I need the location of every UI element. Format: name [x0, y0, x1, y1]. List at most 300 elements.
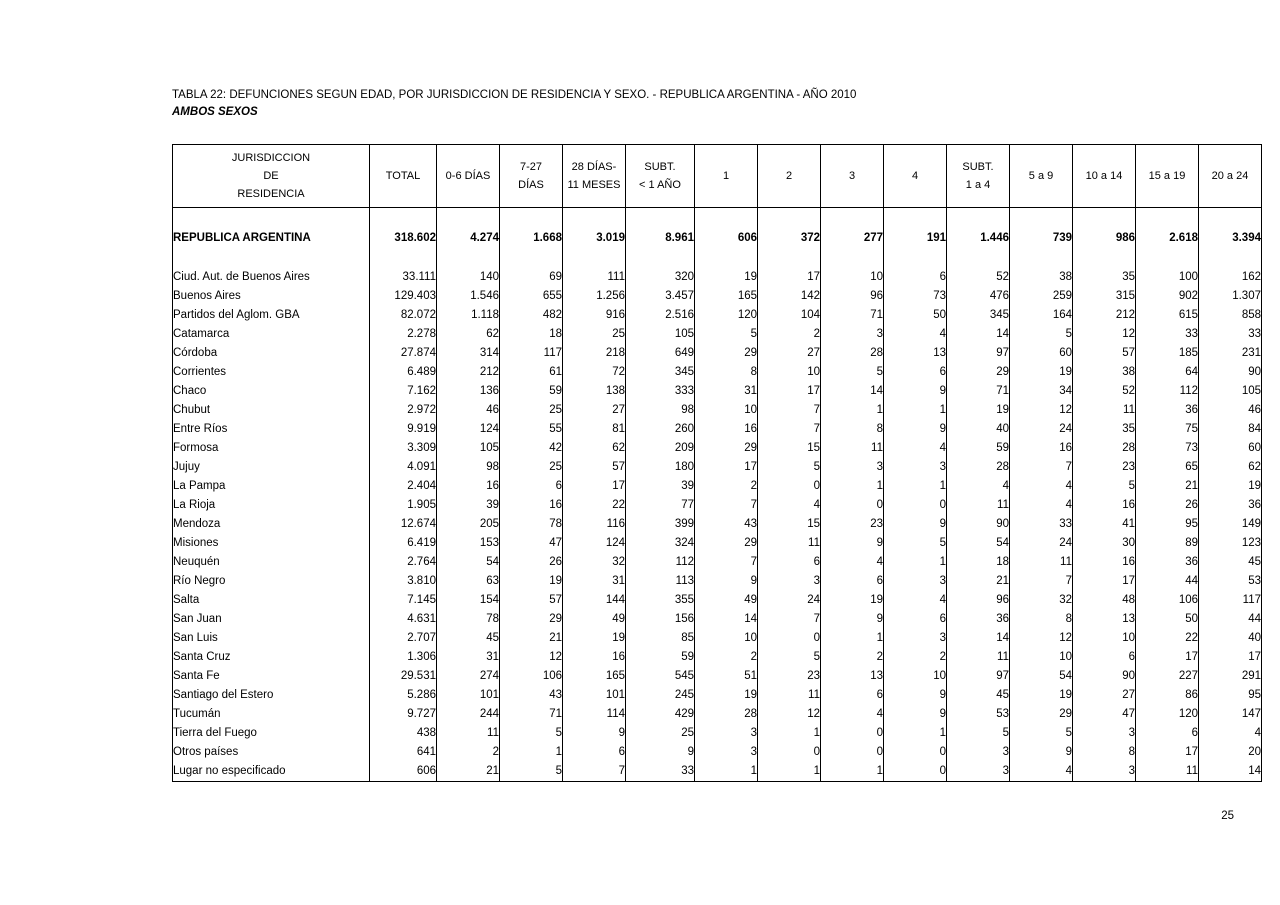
row-value-1: 4.274	[437, 227, 500, 249]
row-value-4: 8.961	[626, 227, 695, 249]
row-value-3: 57	[563, 458, 626, 477]
row-value-10: 7	[1010, 458, 1073, 477]
row-value-4: 245	[626, 686, 695, 705]
row-value-0: 33.111	[370, 268, 437, 287]
table-row	[173, 686, 1262, 705]
row-value-1: 124	[437, 420, 500, 439]
row-value-8: 50	[884, 306, 947, 325]
row-value-1: 45	[437, 629, 500, 648]
h28-line-1: 28 DÍAS-	[571, 161, 617, 173]
row-value-9: 3	[947, 762, 1010, 782]
row-value-5: 31	[695, 382, 758, 401]
row-value-10: 259	[1010, 287, 1073, 306]
spacer-cell	[1199, 249, 1262, 268]
row-value-0: 1.905	[370, 496, 437, 515]
row-value-2: 5	[500, 724, 563, 743]
row-value-1: 153	[437, 534, 500, 553]
column-header-age-2: 2	[758, 145, 821, 208]
row-value-9: 28	[947, 458, 1010, 477]
spacer-cell	[1073, 208, 1136, 228]
row-label: Tierra del Fuego	[173, 724, 370, 743]
spacer-cell	[370, 208, 437, 228]
spacer-cell	[1010, 249, 1073, 268]
row-value-3: 101	[563, 686, 626, 705]
row-value-0: 29.531	[370, 667, 437, 686]
row-value-3: 3.019	[563, 227, 626, 249]
row-value-13: 858	[1199, 306, 1262, 325]
spacer-cell	[821, 249, 884, 268]
row-value-3: 32	[563, 553, 626, 572]
row-label: Catamarca	[173, 325, 370, 344]
row-value-0: 9.727	[370, 705, 437, 724]
row-value-9: 59	[947, 439, 1010, 458]
row-value-0: 7.145	[370, 591, 437, 610]
row-value-3: 19	[563, 629, 626, 648]
table-row	[173, 268, 1262, 287]
row-value-0: 129.403	[370, 287, 437, 306]
row-value-10: 8	[1010, 610, 1073, 629]
row-value-8: 1	[884, 477, 947, 496]
row-value-13: 19	[1199, 477, 1262, 496]
row-value-11: 3	[1073, 724, 1136, 743]
table-row	[173, 610, 1262, 629]
row-value-11: 41	[1073, 515, 1136, 534]
row-value-5: 2	[695, 477, 758, 496]
row-value-10: 29	[1010, 705, 1073, 724]
row-value-1: 78	[437, 610, 500, 629]
row-value-10: 5	[1010, 325, 1073, 344]
row-value-7: 0	[821, 724, 884, 743]
row-value-5: 165	[695, 287, 758, 306]
row-label: Otros países	[173, 743, 370, 762]
column-header-5-to-9: 5 a 9	[1010, 145, 1073, 208]
row-value-9: 476	[947, 287, 1010, 306]
row-value-0: 1.306	[370, 648, 437, 667]
row-value-10: 24	[1010, 534, 1073, 553]
row-value-11: 5	[1073, 477, 1136, 496]
row-value-3: 25	[563, 325, 626, 344]
spacer-cell	[758, 208, 821, 228]
row-value-0: 7.162	[370, 382, 437, 401]
row-value-8: 2	[884, 648, 947, 667]
row-value-8: 6	[884, 268, 947, 287]
column-header-jurisdiction	[173, 145, 370, 208]
row-value-12: 95	[1136, 515, 1199, 534]
spacer-cell	[1010, 208, 1073, 228]
row-value-10: 4	[1010, 496, 1073, 515]
row-value-3: 16	[563, 648, 626, 667]
row-value-7: 11	[821, 439, 884, 458]
row-value-9: 345	[947, 306, 1010, 325]
row-value-2: 43	[500, 686, 563, 705]
row-value-10: 11	[1010, 553, 1073, 572]
row-value-13: 117	[1199, 591, 1262, 610]
row-value-9: 14	[947, 629, 1010, 648]
table-row	[173, 382, 1262, 401]
row-value-5: 43	[695, 515, 758, 534]
row-label: Entre Ríos	[173, 420, 370, 439]
row-value-6: 11	[758, 534, 821, 553]
h7-27-line-1: 7-27	[519, 161, 543, 173]
row-value-5: 29	[695, 439, 758, 458]
row-value-1: 39	[437, 496, 500, 515]
row-value-11: 986	[1073, 227, 1136, 249]
row-value-13: 17	[1199, 648, 1262, 667]
table-row	[173, 477, 1262, 496]
row-value-13: 1.307	[1199, 287, 1262, 306]
row-value-5: 49	[695, 591, 758, 610]
title-block	[172, 88, 1242, 120]
row-value-6: 23	[758, 667, 821, 686]
row-value-12: 36	[1136, 553, 1199, 572]
row-value-8: 9	[884, 686, 947, 705]
row-value-1: 46	[437, 401, 500, 420]
row-value-5: 28	[695, 705, 758, 724]
row-value-11: 6	[1073, 648, 1136, 667]
row-value-6: 10	[758, 363, 821, 382]
row-value-11: 16	[1073, 553, 1136, 572]
column-header-28days-11months	[563, 145, 626, 208]
row-label: La Pampa	[173, 477, 370, 496]
row-value-13: 147	[1199, 705, 1262, 724]
row-value-2: 12	[500, 648, 563, 667]
spacer-cell	[884, 249, 947, 268]
table-row	[173, 325, 1262, 344]
row-value-7: 6	[821, 686, 884, 705]
row-value-0: 5.286	[370, 686, 437, 705]
row-value-10: 24	[1010, 420, 1073, 439]
row-value-7: 8	[821, 420, 884, 439]
row-value-13: 90	[1199, 363, 1262, 382]
table-row	[173, 534, 1262, 553]
row-value-11: 3	[1073, 762, 1136, 782]
row-value-0: 4.091	[370, 458, 437, 477]
row-value-4: 324	[626, 534, 695, 553]
row-value-7: 9	[821, 610, 884, 629]
row-value-13: 149	[1199, 515, 1262, 534]
row-value-9: 4	[947, 477, 1010, 496]
row-value-12: 106	[1136, 591, 1199, 610]
row-value-6: 15	[758, 515, 821, 534]
row-value-6: 24	[758, 591, 821, 610]
row-value-3: 165	[563, 667, 626, 686]
table-row	[173, 762, 1262, 782]
row-value-8: 0	[884, 762, 947, 782]
row-value-9: 19	[947, 401, 1010, 420]
row-value-12: 33	[1136, 325, 1199, 344]
row-value-7: 28	[821, 344, 884, 363]
row-value-2: 1.668	[500, 227, 563, 249]
row-label: Salta	[173, 591, 370, 610]
row-value-5: 16	[695, 420, 758, 439]
column-header-0-6-days: 0-6 DÍAS	[437, 145, 500, 208]
row-label: Corrientes	[173, 363, 370, 382]
row-value-7: 6	[821, 572, 884, 591]
row-value-7: 5	[821, 363, 884, 382]
row-value-11: 47	[1073, 705, 1136, 724]
row-value-8: 0	[884, 743, 947, 762]
row-label: Mendoza	[173, 515, 370, 534]
spacer-cell	[563, 249, 626, 268]
row-value-8: 3	[884, 629, 947, 648]
row-value-0: 318.602	[370, 227, 437, 249]
row-value-1: 62	[437, 325, 500, 344]
row-value-3: 49	[563, 610, 626, 629]
row-value-8: 4	[884, 325, 947, 344]
table-row	[173, 439, 1262, 458]
row-value-9: 96	[947, 591, 1010, 610]
row-value-13: 44	[1199, 610, 1262, 629]
row-value-1: 136	[437, 382, 500, 401]
row-value-1: 1.546	[437, 287, 500, 306]
row-value-6: 6	[758, 553, 821, 572]
row-value-0: 82.072	[370, 306, 437, 325]
row-value-7: 1	[821, 629, 884, 648]
row-value-5: 29	[695, 344, 758, 363]
row-value-2: 26	[500, 553, 563, 572]
row-value-11: 315	[1073, 287, 1136, 306]
row-value-4: 180	[626, 458, 695, 477]
row-label: Tucumán	[173, 705, 370, 724]
spacer-cell	[695, 208, 758, 228]
row-value-2: 106	[500, 667, 563, 686]
row-value-7: 10	[821, 268, 884, 287]
row-value-12: 44	[1136, 572, 1199, 591]
row-value-4: 320	[626, 268, 695, 287]
row-value-11: 8	[1073, 743, 1136, 762]
row-label: Neuquén	[173, 553, 370, 572]
row-value-12: 26	[1136, 496, 1199, 515]
row-value-13: 46	[1199, 401, 1262, 420]
row-value-0: 12.674	[370, 515, 437, 534]
row-value-3: 138	[563, 382, 626, 401]
row-value-7: 4	[821, 705, 884, 724]
row-label: Partidos del Aglom. GBA	[173, 306, 370, 325]
row-value-11: 27	[1073, 686, 1136, 705]
spacer-cell	[500, 249, 563, 268]
row-value-9: 3	[947, 743, 1010, 762]
row-value-6: 0	[758, 477, 821, 496]
row-value-5: 19	[695, 268, 758, 287]
page-subtitle: AMBOS SEXOS	[172, 106, 258, 118]
row-value-6: 5	[758, 648, 821, 667]
row-value-7: 71	[821, 306, 884, 325]
spacer-cell	[173, 249, 370, 268]
row-value-13: 53	[1199, 572, 1262, 591]
row-value-7: 1	[821, 401, 884, 420]
row-value-5: 3	[695, 743, 758, 762]
row-value-9: 21	[947, 572, 1010, 591]
row-value-9: 40	[947, 420, 1010, 439]
spacer-cell	[821, 208, 884, 228]
row-value-5: 51	[695, 667, 758, 686]
table-row	[173, 306, 1262, 325]
row-value-5: 8	[695, 363, 758, 382]
jurisdiction-line-2: DE	[263, 170, 279, 182]
row-value-4: 9	[626, 743, 695, 762]
row-value-2: 78	[500, 515, 563, 534]
row-value-7: 13	[821, 667, 884, 686]
row-value-4: 156	[626, 610, 695, 629]
row-value-1: 212	[437, 363, 500, 382]
row-value-12: 73	[1136, 439, 1199, 458]
row-value-2: 5	[500, 762, 563, 782]
row-value-10: 34	[1010, 382, 1073, 401]
row-value-0: 2.764	[370, 553, 437, 572]
row-value-8: 0	[884, 496, 947, 515]
row-value-8: 191	[884, 227, 947, 249]
row-value-12: 120	[1136, 705, 1199, 724]
row-value-1: 31	[437, 648, 500, 667]
table-row	[173, 572, 1262, 591]
row-value-9: 36	[947, 610, 1010, 629]
row-value-12: 227	[1136, 667, 1199, 686]
row-value-2: 47	[500, 534, 563, 553]
row-value-11: 38	[1073, 363, 1136, 382]
row-value-9: 11	[947, 496, 1010, 515]
row-value-4: 59	[626, 648, 695, 667]
subt14-line-2: 1 a 4	[965, 179, 991, 191]
h28-line-2: 11 MESES	[567, 179, 621, 191]
row-value-6: 4	[758, 496, 821, 515]
row-value-4: 429	[626, 705, 695, 724]
row-value-1: 21	[437, 762, 500, 782]
row-value-11: 16	[1073, 496, 1136, 515]
row-value-12: 21	[1136, 477, 1199, 496]
row-label: Santa Cruz	[173, 648, 370, 667]
row-value-4: 345	[626, 363, 695, 382]
row-value-13: 291	[1199, 667, 1262, 686]
row-value-1: 244	[437, 705, 500, 724]
row-value-8: 6	[884, 610, 947, 629]
row-value-1: 63	[437, 572, 500, 591]
row-value-8: 1	[884, 401, 947, 420]
row-value-7: 4	[821, 553, 884, 572]
row-value-12: 6	[1136, 724, 1199, 743]
row-value-0: 6.419	[370, 534, 437, 553]
row-value-9: 54	[947, 534, 1010, 553]
row-value-10: 5	[1010, 724, 1073, 743]
row-value-0: 4.631	[370, 610, 437, 629]
row-value-7: 3	[821, 325, 884, 344]
row-value-13: 162	[1199, 268, 1262, 287]
table-body	[173, 208, 1262, 782]
row-value-9: 53	[947, 705, 1010, 724]
row-value-2: 6	[500, 477, 563, 496]
row-value-7: 3	[821, 458, 884, 477]
row-label: Lugar no especificado	[173, 762, 370, 782]
deaths-by-age-table	[172, 144, 1262, 782]
row-value-3: 27	[563, 401, 626, 420]
row-value-11: 57	[1073, 344, 1136, 363]
row-label: La Rioja	[173, 496, 370, 515]
row-label: REPUBLICA ARGENTINA	[173, 227, 370, 249]
row-value-6: 3	[758, 572, 821, 591]
subt-line-2: < 1 AÑO	[639, 179, 681, 191]
row-value-3: 6	[563, 743, 626, 762]
row-value-4: 85	[626, 629, 695, 648]
row-value-0: 2.972	[370, 401, 437, 420]
spacer-cell	[758, 249, 821, 268]
row-value-2: 71	[500, 705, 563, 724]
row-label: Río Negro	[173, 572, 370, 591]
subt-line-1: SUBT.	[644, 161, 676, 173]
table-row	[173, 724, 1262, 743]
row-value-10: 739	[1010, 227, 1073, 249]
row-value-6: 1	[758, 724, 821, 743]
row-value-5: 120	[695, 306, 758, 325]
row-value-12: 86	[1136, 686, 1199, 705]
row-value-2: 19	[500, 572, 563, 591]
row-value-10: 7	[1010, 572, 1073, 591]
table-row	[173, 287, 1262, 306]
row-value-4: 39	[626, 477, 695, 496]
row-value-3: 17	[563, 477, 626, 496]
row-value-5: 5	[695, 325, 758, 344]
row-value-3: 9	[563, 724, 626, 743]
row-value-3: 62	[563, 439, 626, 458]
row-value-1: 314	[437, 344, 500, 363]
row-value-11: 23	[1073, 458, 1136, 477]
row-value-2: 1	[500, 743, 563, 762]
row-value-5: 7	[695, 553, 758, 572]
spacer-cell	[626, 249, 695, 268]
row-value-8: 13	[884, 344, 947, 363]
row-value-6: 12	[758, 705, 821, 724]
row-value-12: 112	[1136, 382, 1199, 401]
row-value-8: 6	[884, 363, 947, 382]
row-value-3: 111	[563, 268, 626, 287]
row-value-11: 48	[1073, 591, 1136, 610]
row-value-7: 14	[821, 382, 884, 401]
row-value-9: 52	[947, 268, 1010, 287]
row-value-12: 11	[1136, 762, 1199, 782]
spacer-row	[173, 249, 1262, 268]
row-value-12: 75	[1136, 420, 1199, 439]
row-value-9: 71	[947, 382, 1010, 401]
row-label: Santa Fe	[173, 667, 370, 686]
table-row	[173, 401, 1262, 420]
row-value-11: 30	[1073, 534, 1136, 553]
row-value-11: 12	[1073, 325, 1136, 344]
h7-27-line-2: DÍAS	[518, 179, 544, 191]
row-value-6: 1	[758, 762, 821, 782]
table-row	[173, 667, 1262, 686]
row-value-4: 77	[626, 496, 695, 515]
row-value-10: 9	[1010, 743, 1073, 762]
row-value-9: 18	[947, 553, 1010, 572]
row-value-0: 27.874	[370, 344, 437, 363]
row-value-5: 1	[695, 762, 758, 782]
column-header-age-4: 4	[884, 145, 947, 208]
row-value-13: 45	[1199, 553, 1262, 572]
row-label: Chaco	[173, 382, 370, 401]
row-value-6: 104	[758, 306, 821, 325]
row-label: Buenos Aires	[173, 287, 370, 306]
subt14-line-1: SUBT.	[962, 161, 994, 173]
table-row	[173, 705, 1262, 724]
row-value-3: 31	[563, 572, 626, 591]
row-value-5: 14	[695, 610, 758, 629]
row-label: Misiones	[173, 534, 370, 553]
spacer-cell	[1136, 249, 1199, 268]
row-value-6: 7	[758, 610, 821, 629]
row-value-6: 2	[758, 325, 821, 344]
row-value-8: 10	[884, 667, 947, 686]
row-value-4: 399	[626, 515, 695, 534]
row-value-0: 9.919	[370, 420, 437, 439]
row-value-2: 55	[500, 420, 563, 439]
